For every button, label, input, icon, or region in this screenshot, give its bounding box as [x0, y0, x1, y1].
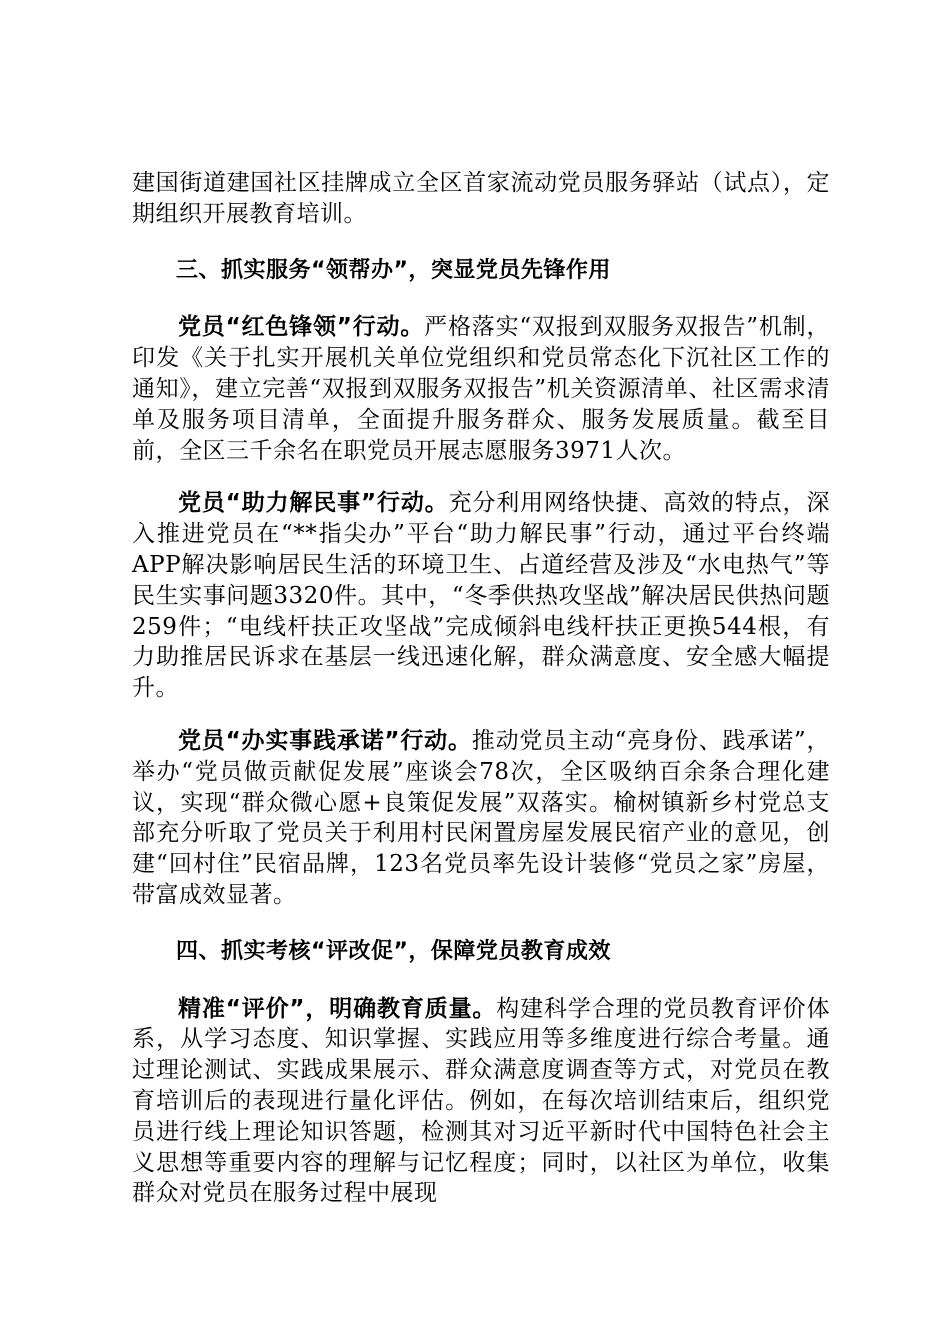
- continuation-paragraph: 建国街道建国社区挂牌成立全区首家流动党员服务驿站（试点），定期组织开展教育培训。: [132, 170, 830, 227]
- paragraph-resolve-affairs: [132, 488, 830, 704]
- paragraph-lead: 精准“评价”，明确教育质量。: [178, 995, 497, 1022]
- section-4-heading: 四、抓实考核“评改促”，保障党员教育成效: [176, 938, 611, 964]
- paragraph-lead: 党员“办实事践承诺”行动。: [178, 727, 472, 754]
- paragraph-evaluation: [132, 994, 830, 1210]
- document-page: [132, 168, 830, 1209]
- paragraph-fulfill-promises: [132, 726, 830, 911]
- paragraph-lead: 党员“助力解民事”行动。: [178, 490, 449, 517]
- paragraph-body: 充分利用网络快捷、高效的特点，深入推进党员在“**指尖办”平台“助力解民事”行动，通过平台终端APP解决影响居民生活的环境卫生、占道经营及涉及“水电热气”等民生实事问题3320件。其中，“冬季供热攻坚战”解决居民供热问题259件；“电线杆扶正攻坚战”完成倾斜电线杆扶正更换544根，有力助推居民诉求在基层一线迅速化解，群众满意度、安全感大幅提升。: [132, 490, 831, 702]
- section-3-heading: 三、抓实服务“领帮办”，突显党员先锋作用: [176, 257, 611, 283]
- paragraph-red-leadership: [132, 312, 830, 466]
- paragraph-body: 构建科学合理的党员教育评价体系，从学习态度、知识掌握、实践应用等多维度进行综合考量。通过理论测试、实践成果展示、群众满意度调查等方式，对党员在教育培训后的表现进行量化评估。例如，在每次培训结束后，组织党员进行线上理论知识答题，检测其对习近平新时代中国特色社会主义思想等重要内容的理解与记忆程度；同时，以社区为单位，收集群众对党员在服务过程中展现: [132, 995, 830, 1207]
- paragraph-body: 严格落实“双报到双服务双报告”机制，印发《关于扎实开展机关单位党组织和党员常态化下沉社区工作的通知》，建立完善“双报到双服务双报告”机关资源清单、社区需求清单及服务项目清单，全面提升服务群众、服务发展质量。截至目前，全区三千余名在职党员开展志愿服务3971人次。: [132, 314, 830, 464]
- paragraph-body: 推动党员主动“亮身份、践承诺”，举办“党员做贡献促发展”座谈会78次，全区吸纳百余条合理化建议，实现“群众微心愿+良策促发展”双落实。榆树镇新乡村党总支部充分听取了党员关于利用村民闲置房屋发展民宿产业的意见，创建“回村住”民宿品牌，123名党员率先设计装修“党员之家”房屋，带富成效显著。: [132, 727, 830, 908]
- paragraph-lead: 党员“红色锋领”行动。: [178, 314, 425, 341]
